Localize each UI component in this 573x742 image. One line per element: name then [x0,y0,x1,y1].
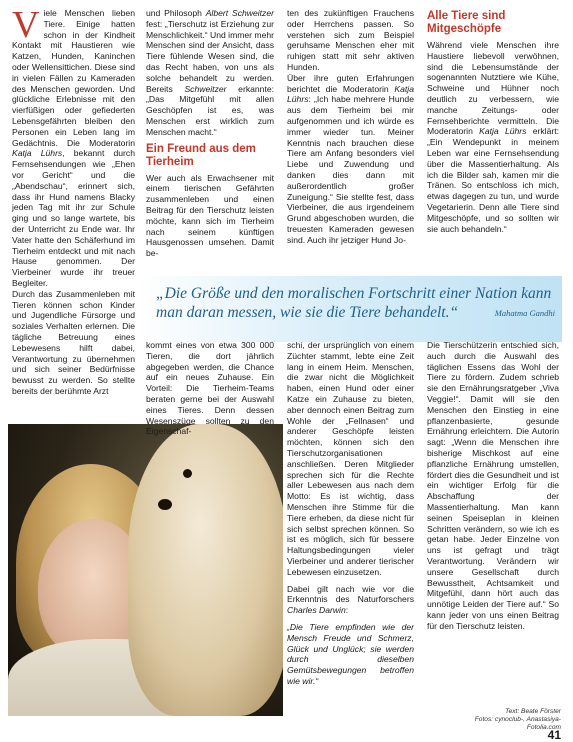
photo-credits: Text: Beate Förster Fotos: cynoclub-, Anastasiya- Fotolia.com [474,708,561,731]
pull-quote: „Die Größe und den moralischen Fortschritt einer Nation kann man daran messen, wie sie die Tiere behandelt.“ [156,285,552,321]
paragraph: iele Menschen lieben Tiere. Einige hatten schon in der Kindheit Kontakt mit Haustieren wie Katzen, Hunden, Kaninchen oder Wellensittichen. Diese sind in vielen Fällen zu Kameraden des Menschen geworden. Und glückliche Erlebnisse mit den vierfüßigen oder gefiederten Lebensgefährten bleiben den Personen ein Leben lang im Gedächtnis. Die Moderatorin Katja Lührs, bekannt durch Fernsehsendungen wie „Ehen vor Gericht“ und die „Abendschau“, erinnert sich, dass ihr Hund namens Blacky jeden Tag mit ihr zur Schule ging und so lange wartete, bis der Unterricht zu Ende war. Ihr Vater hatte den Schäferhund im Tierheim entdeckt und mit nach Hause genommen. Der Vierbeiner wurde ihr treuer Begleiter. [12,8,135,288]
paragraph: Wer auch als Erwachsener mit einem tierischen Gefährten zusammenleben und einen Beitrag für den Tierschutz leisten möchte, kann sich im Tierheim nach seinem künftigen Hausgenossen umsehen. Damit be- [146,172,274,259]
column-3 [287,8,414,246]
paragraph: und Philosoph Albert Schweitzer fest: „Tierschutz ist Erziehung zur Menschlichkeit.“ Und immer mehr Menschen sind der Ansicht, dass Tiere fühlende Wesen sind, die das Recht haben, von uns als solche behandelt zu werden. Bereits Schweitzer erkannte: „Das Mitgefühl mit allen Geschöpfen ist es, was Menschen erst wirklich zum Menschen macht.“ [146,8,275,137]
paragraph: Über ihre guten Erfahrungen berichtet die Moderatorin Katja Lührs: „Ich habe mehrere Hunde aus dem Tierheim bei mir aufgenommen und ich würde es immer wieder tun. Meiner Kenntnis nach brauchen diese Tiere am Anfang besonders viel Liebe und Zuwendung und danken dies dann mit außerordentlich großer Zuneigung.“ Sie stellte fest, dass Vierbeiner, die aus irgendeinem Grund abgeschoben wurden, die treuesten Kameraden gewesen sind. Auch ihr jetziger Hund Jo- [287,72,414,245]
dog-eye [183,469,192,478]
section-heading: Ein Freund aus dem Tierheim [146,142,256,168]
paragraph: Durch das Zusammenleben mit Tieren können schon Kinder und Jugendliche Fürsorge und soziales Verhalten erlernen. Die tägliche Betreuung eines Lebewesens hilft dabei, Verantwortung zu übernehmen und sich seiner Bedürfnisse bewusst zu werden. So stellte bereits der berühmte Arzt [12,288,135,396]
photo-dog [128,424,283,716]
drop-cap: V [12,4,40,46]
paragraph: Während viele Menschen ihre Haustiere liebevoll verwöhnen, sind die Lebensumstände der sogenannten Nutztiere wie Kühe, Schweine und Hühner noch deutlich zu verbessern, wie manche Zeitungs- oder Fernsehberichte vermitteln. Die Moderatorin Katja Lührs erklärt: „Ein Wendepunkt in meinem Leben war eine Fernsehsendung über die Massentierhaltung. Als ich die Bilder sah, kamen mir die Tränen. So entschloss ich mich, etwas dagegen zu tun, und wurde Vegetarierin. Denn alle Tiere sind Mitgeschöpfe, und so sollten wir sie auch behandeln.“ [427,40,559,234]
column-1 [12,4,135,397]
paragraph: schi, der ursprünglich von einem Züchter stammt, lebte eine Zeit lang in einem Heim. Menschen, die zwar nicht die Möglichkeit haben, einen Hund oder einer Katze ein Zuhause zu bieten, aber dennoch einen Beitrag zum Wohle der „Fellnasen“ und anderer Geschöpfe leisten möchten, können sich den Tierschutzorganisationen anschließen. Deren Mitglieder sprechen sich für die Rechte aller Lebewesen aus nach dem Motto: Es ist wichtig, dass Menschen ihre Stimme für die Tiere erheben, da diese nicht für sich selbst sprechen können. So ist es möglich, sich für bessere Haltungsbedingungen vieler Vierbeiner und anderer tierischer Lebewesen einzusetzen. [287,340,414,577]
paragraph: kommt eines von etwa 300 000 Tieren, die dort jährlich abgegeben werden, die Chance auf ein neues Zuhause. Ein Vorteil: Die Tierheim-Teams beraten gerne bei der Auswahl eines Tieres. Denn dessen Wesenszüge sollten zu den Eigenschaf- [146,340,274,437]
quote-author: Mahatma Gandhi [494,308,555,318]
column-3-bottom [287,340,414,687]
column-4 [427,8,559,234]
paragraph: Die Tierschützerin entschied sich, auch durch die Auswahl des täglichen Essens das Wohl der Tiere zu fördern. Zudem schrieb sie den Ernährungsratgeber „Viva Veggie!“. Damit will sie den Menschen den Einstieg in eine pflanzenbasierte, gesunde Ernährung erleichtern. Die Autorin sagt: „Wenn die Menschen ihre bisherige Mischkost auf eine pflanzliche Ernährung umstellen, fördert dies die Gesundheit und ist ein wichtiger Erfolg für die Abschaffung der Massentierhaltung. Man kann seinen Speiseplan in kleinen Schritten verändern, so wie ich es getan habe. Jeder Einzelne von uns ist gefragt und trägt Verantwortung. Verändern wir unsere Gesellschaft durch Bewusstheit, Achtsamkeit und Mitgefühl, dann hört auch das unnötige Leiden der Tiere auf.“ So kann jeder von uns einen Beitrag für den Tierschutz leisten. [427,340,559,631]
column-2-bottom [146,340,274,437]
column-2 [146,8,274,259]
column-4-bottom [427,340,559,632]
paragraph: Dabei gilt nach wie vor die Erkenntnis des Naturforschers Charles Darwin: [287,583,414,616]
darwin-quote: „Die Tiere empfinden wie der Mensch Freude und Schmerz, Glück und Unglück; sie werden durch dieselben Gemütsbewegungen betroffen wie wir.“ [287,621,414,686]
page-number: 41 [547,728,561,742]
photo-woman-with-dog [8,424,283,716]
dog-nose [158,499,172,510]
paragraph: ten des zukünftigen Frauchens oder Herrchens passen. So verstehen sich zum Beispiel geruhsame Menschen eher mit ruhigen statt mit sehr aktiven Hunden. [287,8,414,72]
section-heading: Alle Tiere sind Mitgeschöpfe [427,10,506,35]
